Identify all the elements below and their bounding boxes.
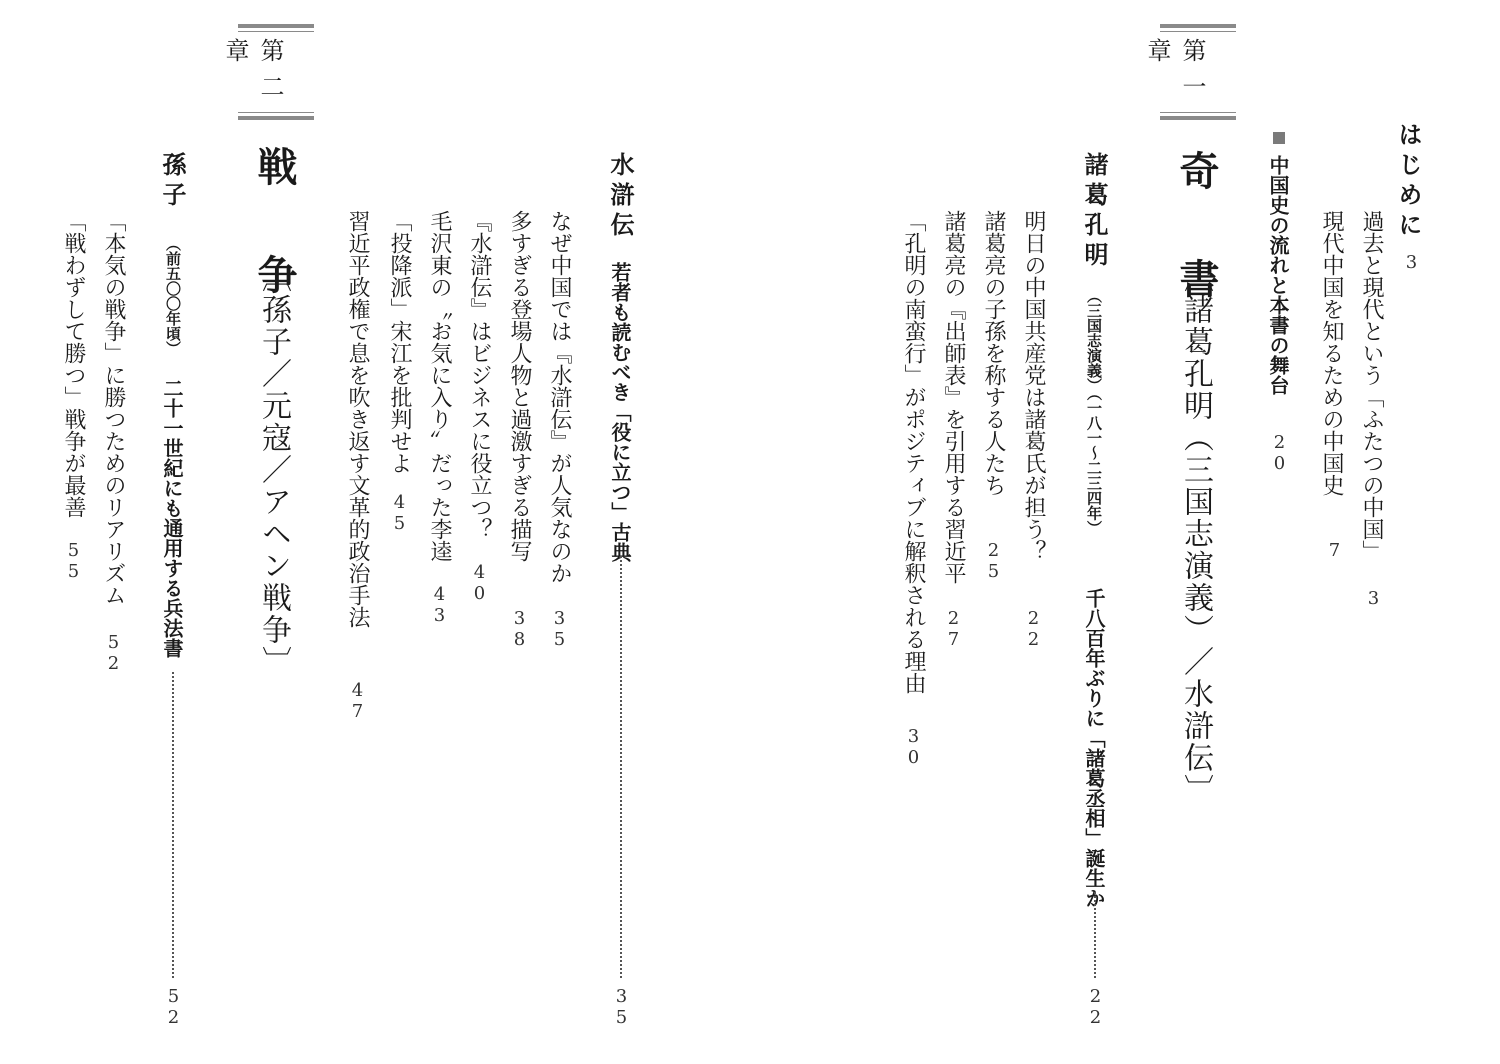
suikoden-item-2-page: 38 [509,608,530,650]
section-zhuge-page: 22 [1085,986,1106,1028]
intro-item-2: 現代中国を知るための中国史 [1319,210,1344,496]
intro-item-1-page: 3 [1363,588,1384,609]
intro-title: はじめに [1394,122,1423,242]
suikoden-item-3: 『水滸伝』はビジネスに役立つ？ [467,210,492,540]
chapter1-label: 第一章 [1143,38,1206,110]
suikoden-item-5: 「投降派」宋江を批判せよ [387,210,412,474]
square-bullet-icon [1273,132,1285,144]
chapter2-label: 第二章 [221,38,284,110]
suikoden-item-2: 多すぎる登場人物と過激すぎる描写 [507,210,532,562]
chapter1-label-box [1143,24,1236,120]
zhuge-item-4: 「孔明の南蛮行」がポジティブに解釈される理由 [901,210,926,694]
dot-leader [172,672,174,978]
section-zhuge-sub: （三国志演義）（一八一〜二三四年） [1085,288,1103,536]
suikoden-item-3-page: 40 [469,562,490,604]
section-sunzi-page: 52 [163,986,184,1028]
section-sunzi-sub: （前五〇〇年頃） [164,236,182,356]
chapter2-subtitle: 〔孫子／元寇／アヘン戦争〕 [256,262,291,678]
chapter1-title: 奇 書 [1173,150,1220,312]
dot-leader [620,556,622,978]
suikoden-item-4: 毛沢東の〝お気に入り〟だった李逵 [427,210,452,562]
sunzi-item-1-page: 52 [103,632,124,674]
chapter2-label-box [221,24,314,120]
suikoden-item-1: なぜ中国では『水滸伝』が人気なのか [547,210,572,584]
section-suikoden-lead: 若者も読むべき「役に立つ」古典 [608,262,632,562]
zhuge-item-2: 諸葛亮の子孫を称する人たち [981,210,1006,496]
intro-page: 3 [1401,252,1422,273]
zhuge-item-1-page: 22 [1023,608,1044,650]
chapter2-title: 戦 争 [251,146,298,308]
history-item-page: 20 [1269,432,1290,474]
intro-item-1: 過去と現代という「ふたつの中国」 [1359,210,1384,562]
suikoden-item-6: 習近平政権で息を吹き返す文革的政治手法 [345,210,370,628]
intro-item-2-page: 7 [1324,540,1345,561]
suikoden-item-6-page: 47 [347,680,368,722]
section-sunzi-name: 孫子 [158,152,187,212]
section-suikoden-name: 水滸伝 [606,152,635,242]
sunzi-item-2-page: 55 [63,540,84,582]
sunzi-item-2: 「戦わずして勝つ」戦争が最善 [61,210,86,518]
zhuge-item-3-page: 27 [943,608,964,650]
zhuge-item-1: 明日の中国共産党は諸葛氏が担う？ [1021,210,1046,562]
suikoden-item-5-page: 45 [389,492,410,534]
suikoden-item-1-page: 35 [549,608,570,650]
zhuge-item-4-page: 30 [903,726,924,768]
section-zhuge-lead: 千八百年ぶりに「諸葛丞相」誕生か [1082,588,1106,908]
chapter1-subtitle: 〔諸葛孔明（三国志演義）／水滸伝〕 [1178,262,1213,806]
sunzi-item-1: 「本気の戦争」に勝つためのリアリズム [101,210,126,606]
zhuge-item-2-page: 25 [983,540,1004,582]
section-sunzi-lead: 二十一世紀にも通用する兵法書 [160,378,184,658]
section-zhuge-name: 諸葛孔明 [1080,152,1109,272]
section-suikoden-page: 35 [611,986,632,1028]
suikoden-item-4-page: 43 [429,584,450,626]
zhuge-item-3: 諸葛亮の『出師表』を引用する習近平 [941,210,966,584]
dot-leader [1094,892,1096,978]
history-item: 中国史の流れと本書の舞台 [1266,155,1290,395]
